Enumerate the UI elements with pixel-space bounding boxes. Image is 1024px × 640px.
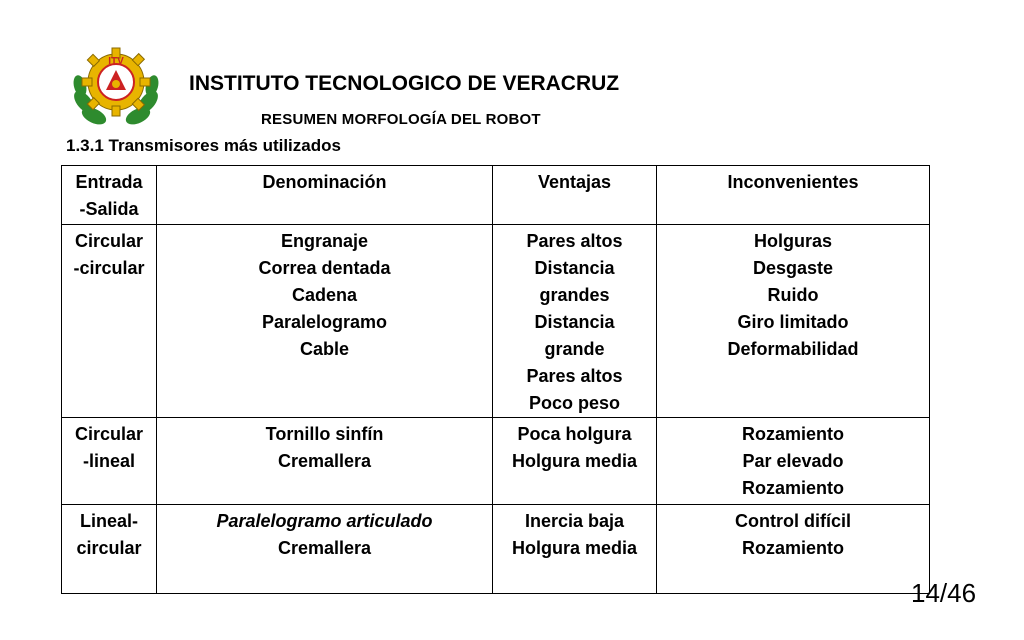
cell-type: Lineal- circular (62, 505, 157, 594)
svg-text:ITV: ITV (108, 56, 124, 67)
cell-disadvantages: Rozamiento Par elevado Rozamiento (657, 418, 930, 505)
cell-denomination: Paralelogramo articulado Cremallera (157, 505, 493, 594)
header-entrada-salida: Entrada -Salida (62, 166, 157, 225)
institute-title: INSTITUTO TECNOLOGICO DE VERACRUZ (189, 72, 620, 95)
cell-advantages: Inercia baja Holgura media (493, 505, 657, 594)
page-number: 14/46 (911, 578, 977, 608)
cell-disadvantages: Holguras Desgaste Ruido Giro limitado Deformabilidad (657, 225, 930, 418)
header-denominacion: Denominación (157, 166, 493, 225)
header-ventajas: Ventajas (493, 166, 657, 225)
cell-advantages: Pares altos Distancia grandes Distancia grande Pares altos Poco peso (493, 225, 657, 418)
table-row (62, 418, 930, 505)
section-heading: 1.3.1 Transmisores más utilizados (66, 136, 341, 155)
header-inconvenientes: Inconvenientes (657, 166, 930, 225)
cell-type: Circular -lineal (62, 418, 157, 505)
institute-logo (70, 40, 162, 132)
cell-type: Circular -circular (62, 225, 157, 418)
transmitters-table (61, 165, 930, 594)
cell-denomination: Engranaje Correa dentada Cadena Paralelogramo Cable (157, 225, 493, 418)
cell-denomination: Tornillo sinfín Cremallera (157, 418, 493, 505)
cell-disadvantages: Control difícil Rozamiento (657, 505, 930, 594)
table-row (62, 505, 930, 594)
table-row (62, 225, 930, 418)
gear-emblem-icon (70, 40, 162, 132)
cell-advantages: Poca holgura Holgura media (493, 418, 657, 505)
table-header-row (62, 166, 930, 225)
slide-subtitle: RESUMEN MORFOLOGÍA DEL ROBOT (261, 111, 541, 128)
